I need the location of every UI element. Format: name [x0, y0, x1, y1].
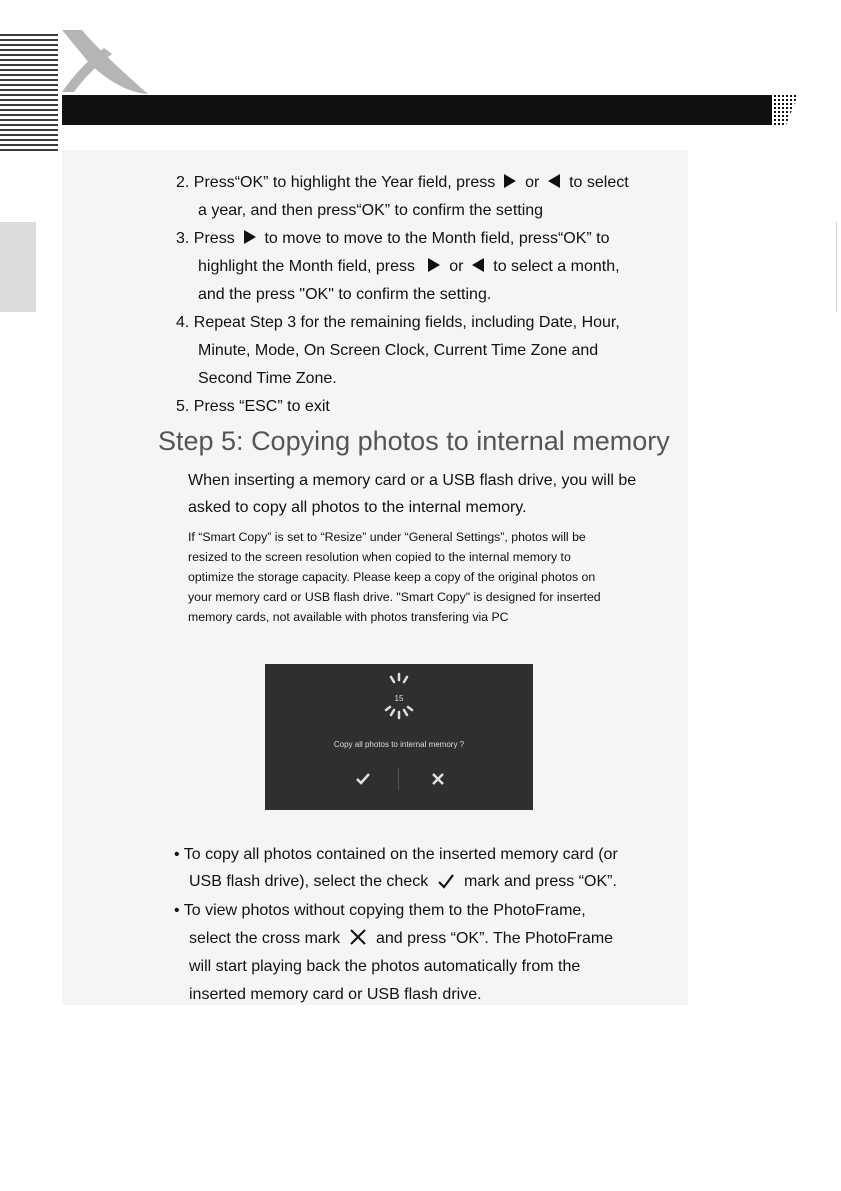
- intro-line-1: When inserting a memory card or a USB flash drive, you will be: [188, 472, 637, 489]
- x-logo-icon: [60, 22, 150, 96]
- right-arrow-icon: [504, 174, 516, 188]
- step-5: 5. Press “ESC” to exit: [176, 398, 330, 415]
- step-3-continuation-2: and the press "OK" to confirm the setting.: [198, 286, 492, 303]
- left-arrow-icon: [472, 258, 484, 272]
- right-arrow-icon: [428, 258, 440, 272]
- right-edge-mark: [836, 222, 837, 312]
- note-line-3: optimize the storage capacity. Please keep a copy of the original photos on: [188, 570, 596, 584]
- step-3-continuation: highlight the Month field, press or to select a month,: [198, 258, 620, 275]
- copy-question: Copy all photos to internal memory ?: [333, 740, 465, 749]
- intro-line-2: asked to copy all photos to the internal memory.: [188, 499, 527, 516]
- section-heading: Step 5: Copying photos to internal memory: [158, 426, 670, 456]
- bullet-1-line-1: • To copy all photos contained on the inserted memory card (or: [174, 846, 618, 863]
- cross-icon: [349, 928, 367, 946]
- bullet-2-line-3: will start playing back the photos automatically from the: [189, 958, 581, 975]
- countdown-number: 15: [394, 694, 404, 703]
- cross-icon[interactable]: [431, 772, 445, 786]
- note-line-1: If “Smart Copy” is set to “Resize” under “General Settings”, photos will be: [188, 530, 586, 544]
- step-4-continuation: Minute, Mode, On Screen Clock, Current Time Zone and: [198, 342, 599, 359]
- step-4: 4. Repeat Step 3 for the remaining fields, including Date, Hour,: [176, 314, 620, 331]
- note-line-5: memory cards, not available with photos transfering via PC: [188, 610, 509, 624]
- step-3: 3. Press to move to move to the Month field, press“OK” to: [176, 230, 610, 247]
- note-line-4: your memory card or USB flash drive. "Smart Copy" is designed for inserted: [188, 590, 601, 604]
- copy-dialog-screenshot: [265, 664, 533, 810]
- check-icon: [437, 873, 455, 889]
- bullet-2-line-1: • To view photos without copying them to the PhotoFrame,: [174, 902, 586, 919]
- step-2: 2. Press“OK” to highlight the Year field, press or to select: [176, 174, 629, 191]
- header-bar: [62, 95, 772, 125]
- dialog-divider: [398, 768, 399, 790]
- bullet-2-line-4: inserted memory card or USB flash drive.: [189, 986, 482, 1003]
- step-2-continuation: a year, and then press“OK” to confirm the setting: [198, 202, 544, 219]
- chapter-side-tab: [0, 222, 36, 312]
- header-stripes: [0, 34, 58, 152]
- bullet-1-line-2: USB flash drive), select the check mark and press “OK”.: [189, 873, 617, 890]
- left-arrow-icon: [548, 174, 560, 188]
- bullet-2-line-2: select the cross mark and press “OK”. The PhotoFrame: [189, 930, 614, 947]
- header-dots-decoration: [758, 95, 798, 125]
- check-icon[interactable]: [355, 772, 371, 786]
- note-line-2: resized to the screen resolution when copied to the internal memory to: [188, 550, 571, 564]
- right-arrow-icon: [244, 230, 256, 244]
- step-4-continuation-2: Second Time Zone.: [198, 370, 337, 387]
